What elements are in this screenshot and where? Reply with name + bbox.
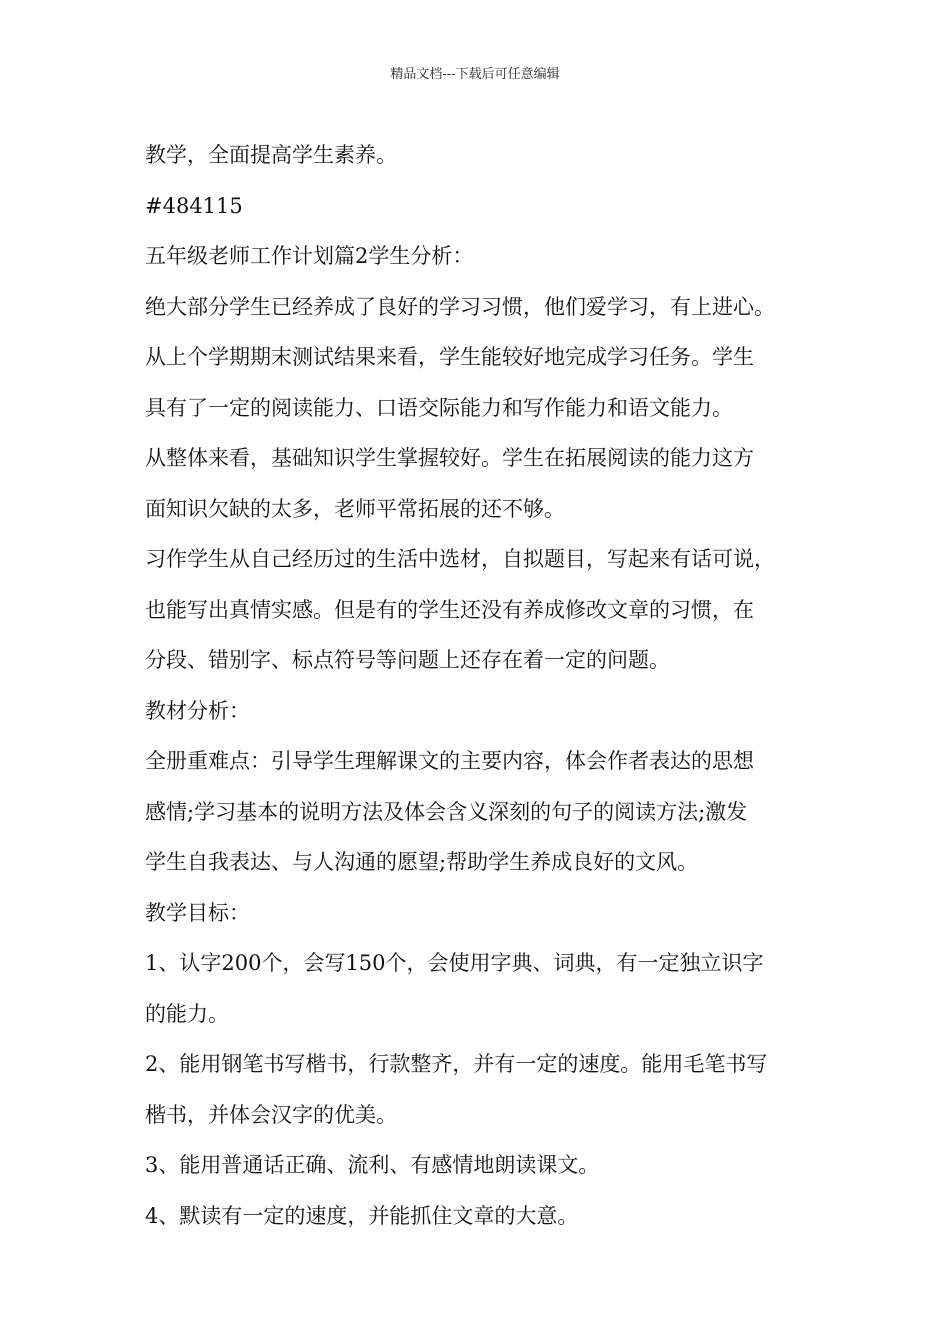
list-item: 1、认字200个，会写150个，会使用字典、词典，有一定独立识字 bbox=[145, 951, 764, 975]
list-item-continuation: 楷书，并体会汉字的优美。 bbox=[145, 1102, 397, 1127]
document-body bbox=[145, 130, 845, 1241]
text-line: 习作学生从自己经历过的生活中选材，自拟题目，写起来有话可说， bbox=[145, 547, 775, 571]
list-item: 4、默读有一定的速度，并能抓住文章的大意。 bbox=[145, 1203, 579, 1228]
text-line: 感情;学习基本的说明方法及体会含义深刻的句子的阅读方法;激发 bbox=[145, 799, 748, 824]
text-line: 面知识欠缺的太多，老师平常拓展的还不够。 bbox=[145, 496, 565, 521]
text-line: 学生自我表达、与人沟通的愿望;帮助学生养成良好的文风。 bbox=[145, 850, 699, 874]
text-line: 绝大部分学生已经养成了良好的学习习惯，他们爱学习，有上进心。 bbox=[145, 294, 775, 319]
text-line: #484115 bbox=[145, 193, 243, 218]
text-line: 具有了一定的阅读能力、口语交际能力和写作能力和语文能力。 bbox=[145, 395, 733, 420]
text-line: 从整体来看，基础知识学生掌握较好。学生在拓展阅读的能力这方 bbox=[145, 446, 754, 470]
list-item: 2、能用钢笔书写楷书，行款整齐，并有一定的速度。能用毛笔书写 bbox=[145, 1052, 768, 1076]
text-line: 从上个学期期末测试结果来看，学生能较好地完成学习任务。学生 bbox=[145, 345, 754, 369]
list-item: 3、能用普通话正确、流利、有感情地朗读课文。 bbox=[145, 1153, 600, 1177]
list-item-continuation: 的能力。 bbox=[145, 1001, 229, 1026]
text-line: 全册重难点：引导学生理解课文的主要内容，体会作者表达的思想 bbox=[145, 749, 754, 773]
section-heading: 教材分析： bbox=[145, 698, 250, 723]
section-heading: 教学目标： bbox=[145, 900, 250, 925]
page-header: 精品文档---下载后可任意编辑 bbox=[390, 67, 560, 82]
section-title: 五年级老师工作计划篇2学生分析： bbox=[145, 244, 474, 268]
text-line: 教学，全面提高学生素养。 bbox=[145, 143, 397, 167]
text-line: 也能写出真情实感。但是有的学生还没有养成修改文章的习惯，在 bbox=[145, 597, 754, 622]
text-line: 分段、错别字、标点符号等问题上还存在着一定的问题。 bbox=[145, 648, 670, 672]
